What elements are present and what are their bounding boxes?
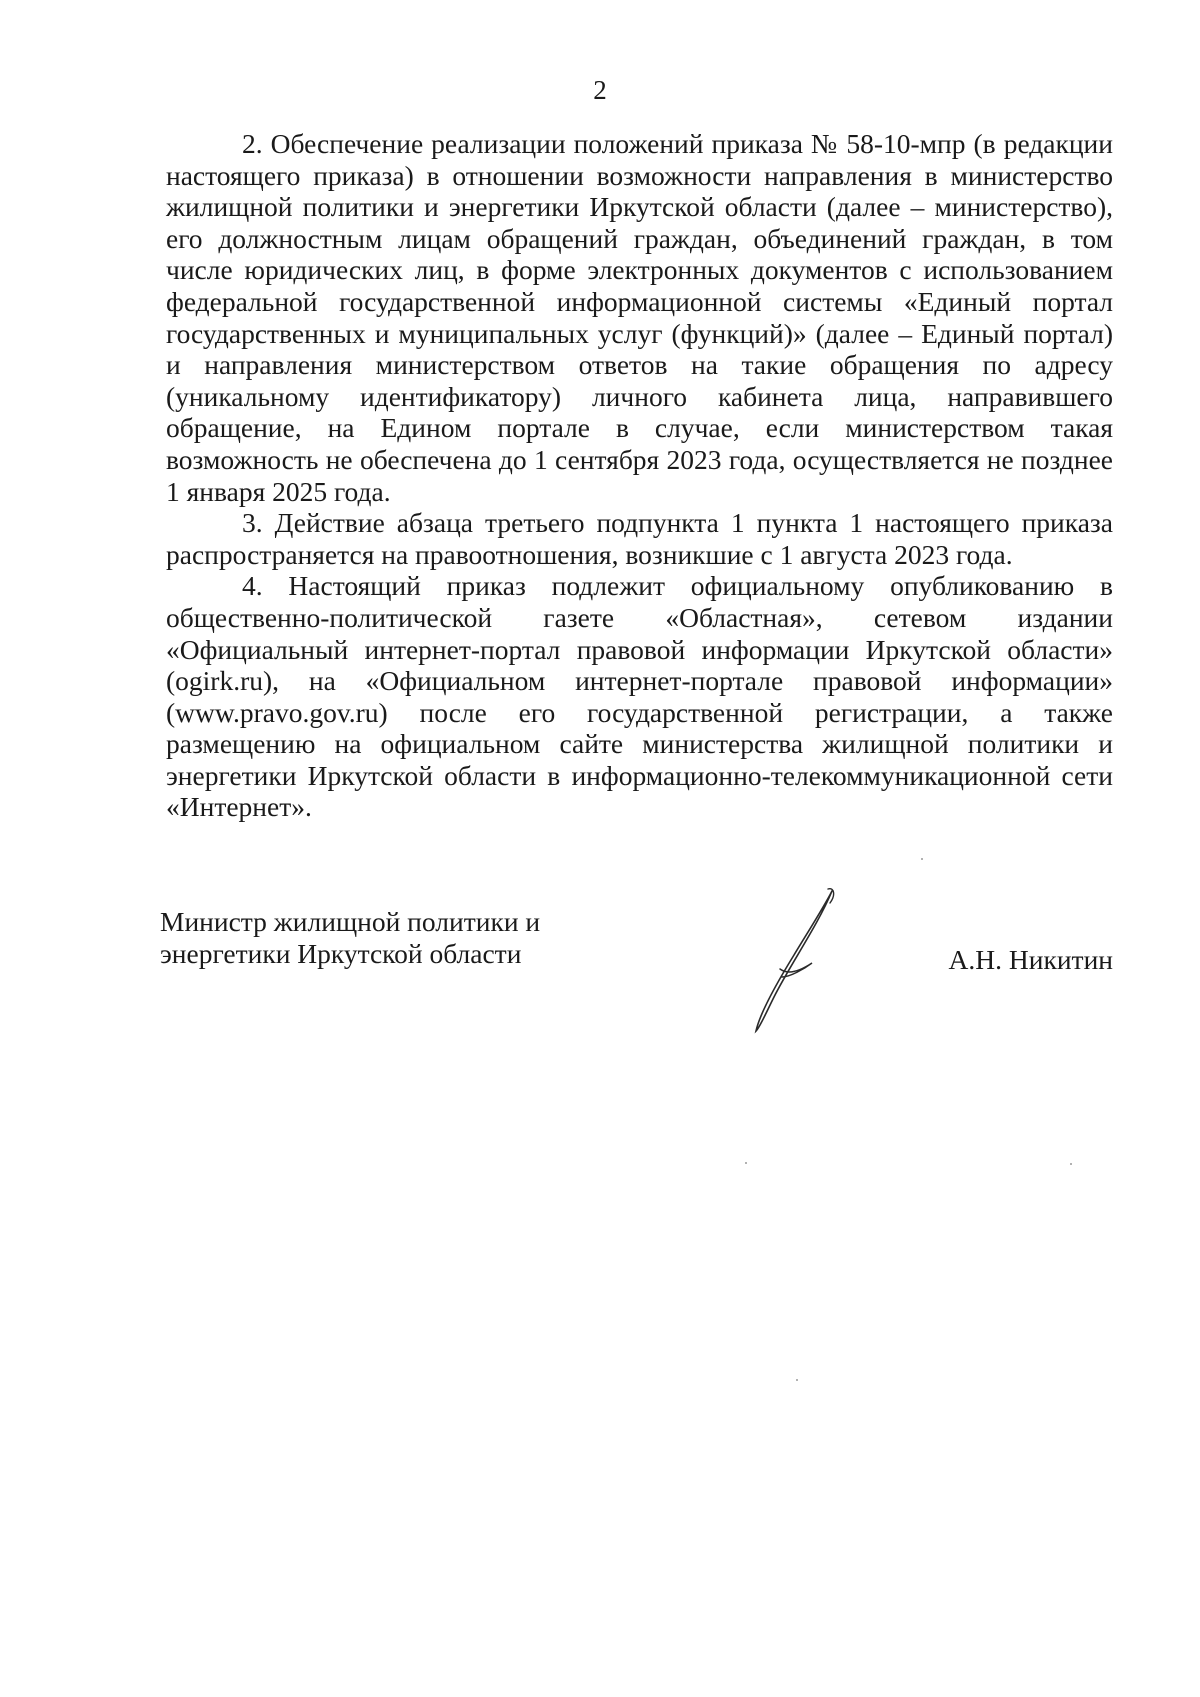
- signatory-name: А.Н. Никитин: [948, 944, 1113, 975]
- scan-speck: [1070, 1163, 1072, 1165]
- paragraph-4: 4. Настоящий приказ подлежит официальному опубликованию в общественно-политической газете «Областная», сетевом издании «Официальный интернет-портал правовой информации Иркутской области» (ogirk.ru), на «Официальном интернет-портале правовой информации» (www.pravo.gov.ru) после его государственной регистрации, а также размещению на официальном сайте министерства жилищной политики и энергетики Иркутской области в информационно-телекоммуникационной сети «Интернет».: [166, 570, 1113, 823]
- signatory-position-line-1: Министр жилищной политики и: [160, 906, 541, 937]
- paragraph-2: 2. Обеспечение реализации положений приказа № 58-10-мпр (в редакции настоящего приказа) в отношении возможности направления в министерство жилищной политики и энергетики Иркутской области (далее – министерство), его должностным лицам обращений граждан, объединений граждан, в том числе юридических лиц, в форме электронных документов с использованием федеральной государственной информационной системы «Единый портал государственных и муниципальных услуг (функций)» (далее – Единый портал) и направления министерством ответов на такие обращения по адресу (уникальному идентификатору) личного кабинета лица, направившего обращение, на Едином портале в случае, если министерством такая возможность не обеспечена до 1 сентября 2023 года, осуществляется не позднее 1 января 2025 года.: [166, 128, 1113, 507]
- handwritten-signature: [720, 885, 850, 1035]
- page-number: 2: [593, 75, 607, 105]
- scan-speck: [796, 1379, 798, 1381]
- scan-speck: [745, 1162, 747, 1164]
- document-body: [166, 128, 1113, 823]
- scan-speck: [921, 858, 923, 860]
- signatory-position: [160, 906, 600, 970]
- signatory-position-line-2: энергетики Иркутской области: [160, 938, 522, 969]
- paragraph-3: 3. Действие абзаца третьего подпункта 1 пункта 1 настоящего приказа распространяется на правоотношения, возникшие с 1 августа 2023 года.: [166, 507, 1113, 570]
